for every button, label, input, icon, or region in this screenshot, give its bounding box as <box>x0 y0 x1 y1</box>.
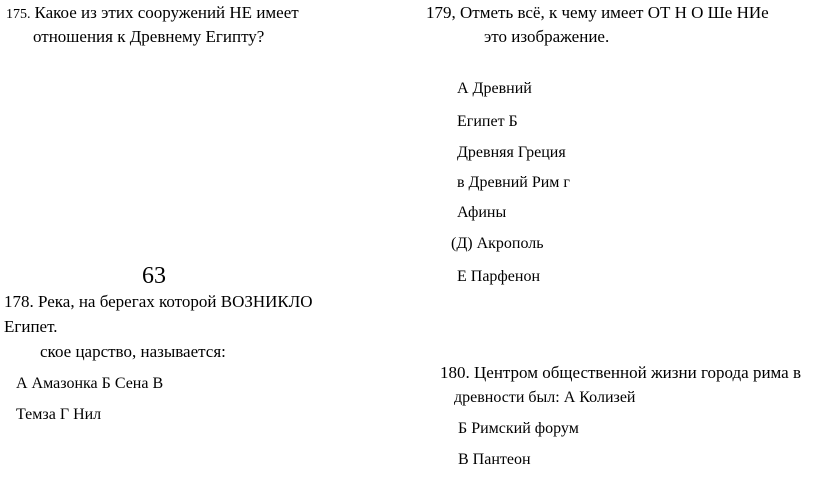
question-180-line1: 180. Центром общественной жизни города рима в <box>440 363 802 382</box>
question-178-line1: 178. Река, на берегах которой ВОЗНИКЛО <box>4 292 313 311</box>
question-179-line2: это изображение. <box>484 27 610 46</box>
question-178-answers-line2: Темза Г Нил <box>16 406 102 423</box>
question-178-answers-line1: А Амазонка Б Сена В <box>16 375 164 392</box>
question-179-line1: 179, Отметь всё, к чему имеет ОТ Н О Ше НИе <box>426 3 769 22</box>
question-179-option: (Д) Акрополь <box>451 235 544 252</box>
question-175-line2: отношения к Древнему Египту? <box>33 27 265 46</box>
question-178-line3: ское царство, называется: <box>40 342 226 361</box>
question-180-option-b: Б Римский форум <box>458 420 579 437</box>
question-179-option: Е Парфенон <box>457 268 541 285</box>
question-179-option: Египет Б <box>457 113 518 130</box>
question-175-line1 <box>6 4 299 22</box>
question-175-number: 175. <box>6 7 31 22</box>
question-179-option: в Древний Рим г <box>457 174 570 191</box>
page-number: 63 <box>142 263 166 289</box>
question-178-line2: Египет. <box>4 317 58 336</box>
question-175-text: Какое из этих сооружений НЕ имеет <box>34 3 299 22</box>
question-179-option: Афины <box>457 204 507 221</box>
question-179-option: А Древний <box>457 80 532 97</box>
question-180-line2: древности был: А Колизей <box>454 389 636 406</box>
question-179-option: Древняя Греция <box>457 144 566 161</box>
question-180-option-c: В Пантеон <box>458 451 531 468</box>
